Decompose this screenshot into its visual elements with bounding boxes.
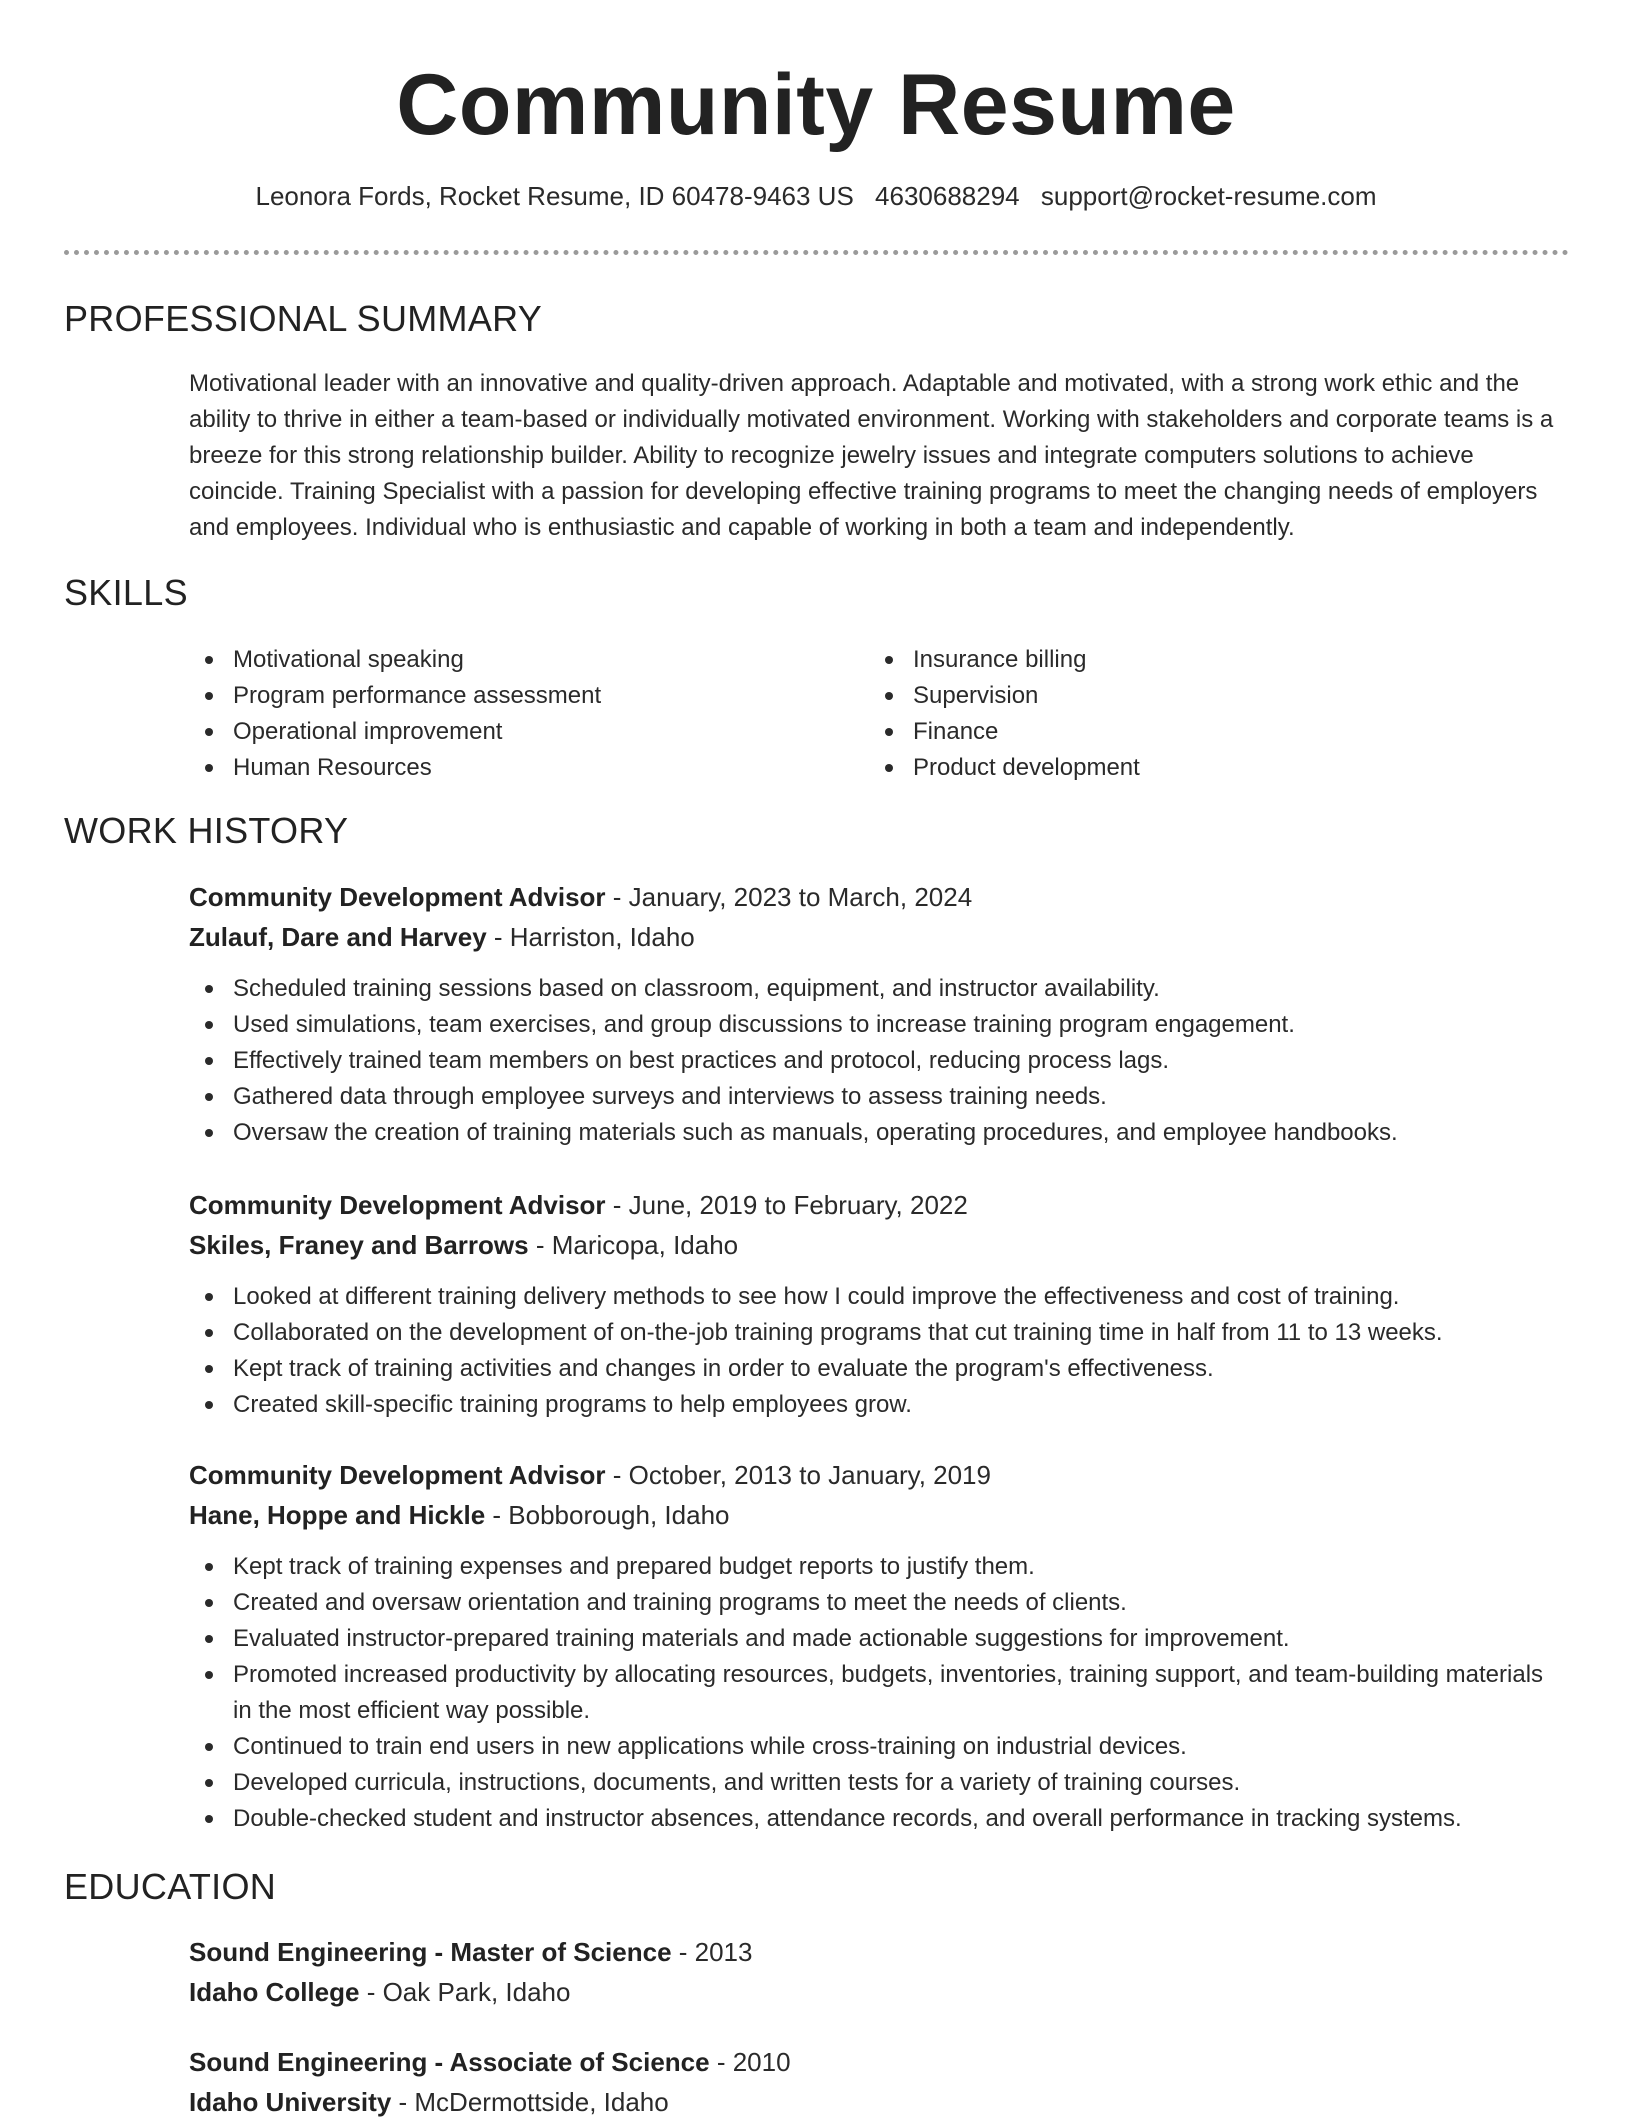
job-bullet: Evaluated instructor-prepared training materials and made actionable suggestions for improvement. (189, 1621, 1559, 1657)
job-bullet: Kept track of training expenses and prepared budget reports to justify them. (189, 1549, 1559, 1585)
job-bullet: Created skill-specific training programs to help employees grow. (189, 1387, 1559, 1423)
job-bullet: Looked at different training delivery methods to see how I could improve the effectiveness and cost of training. (189, 1279, 1559, 1315)
education-degree: Sound Engineering - Associate of Science (189, 2047, 710, 2077)
contact-phone: 4630688294 (875, 181, 1020, 211)
contact-email: support@rocket-resume.com (1040, 181, 1377, 211)
job-company: Zulauf, Dare and Harvey (189, 922, 487, 952)
job-bullets (189, 971, 1559, 1151)
contact-address: Leonora Fords, Rocket Resume, ID 60478-9463 US (255, 181, 854, 211)
job-dates: - June, 2019 to February, 2022 (605, 1190, 968, 1220)
job-bullet: Collaborated on the development of on-the-job training programs that cut training time in half from 11 to 13 weeks. (189, 1315, 1559, 1351)
skill-item: Human Resources (189, 750, 601, 786)
skill-item: Supervision (869, 678, 1140, 714)
education-degree-line (189, 2042, 791, 2082)
education-school-line (189, 2082, 669, 2122)
job-title-line (189, 877, 972, 917)
job-bullet: Effectively trained team members on best practices and protocol, reducing process lags. (189, 1043, 1559, 1079)
job-bullet: Kept track of training activities and changes in order to evaluate the program's effectiveness. (189, 1351, 1559, 1387)
education-school: Idaho University (189, 2087, 392, 2117)
job-bullet: Scheduled training sessions based on classroom, equipment, and instructor availability. (189, 971, 1559, 1007)
job-bullet: Promoted increased productivity by allocating resources, budgets, inventories, training support, and team-building materials in the most efficient way possible. (189, 1657, 1559, 1729)
skill-item: Product development (869, 750, 1140, 786)
job-dates: - October, 2013 to January, 2019 (605, 1460, 991, 1490)
job-company-line (189, 1225, 738, 1265)
job-company-line (189, 917, 695, 957)
education-school-line (189, 1972, 570, 2012)
job-bullet: Created and oversaw orientation and training programs to meet the needs of clients. (189, 1585, 1559, 1621)
skills-list-right (869, 642, 1140, 786)
job-location: - Harriston, Idaho (486, 922, 695, 952)
job-title: Community Development Advisor (189, 1460, 606, 1490)
job-bullet: Continued to train end users in new applications while cross-training on industrial devices. (189, 1729, 1559, 1765)
skill-item: Finance (869, 714, 1140, 750)
education-year: - 2013 (671, 1937, 753, 1967)
summary-text: Motivational leader with an innovative and quality-driven approach. Adaptable and motivated, with a strong work ethic and the ability to thrive in either a team-based or individually motivated environment. Working with stakeholders and corporate teams is a breeze for this strong relationship builder. Ability to recognize jewelry issues and integrate computers solutions to achieve coincide. Training Specialist with a passion for developing effective training programs to meet the changing needs of employers and employees. Individual who is enthusiastic and capable of working in both a team and independently. (189, 370, 1554, 541)
job-bullet: Used simulations, team exercises, and group discussions to increase training program engagement. (189, 1007, 1559, 1043)
education-location: - McDermottside, Idaho (391, 2087, 669, 2117)
education-degree-line (189, 1932, 752, 1972)
job-bullets (189, 1279, 1559, 1423)
job-bullet: Gathered data through employee surveys and interviews to assess training needs. (189, 1079, 1559, 1115)
education-location: - Oak Park, Idaho (359, 1977, 571, 2007)
work-heading: WORK HISTORY (64, 810, 349, 851)
education-heading: EDUCATION (64, 1866, 277, 1907)
job-bullet: Oversaw the creation of training materials such as manuals, operating procedures, and employee handbooks. (189, 1115, 1559, 1151)
job-company: Skiles, Franey and Barrows (189, 1230, 529, 1260)
skill-item: Program performance assessment (189, 678, 601, 714)
education-degree: Sound Engineering - Master of Science (189, 1937, 672, 1967)
job-title: Community Development Advisor (189, 1190, 606, 1220)
job-bullet: Double-checked student and instructor absences, attendance records, and overall performance in tracking systems. (189, 1801, 1559, 1837)
job-company-line (189, 1495, 729, 1535)
job-location: - Maricopa, Idaho (528, 1230, 739, 1260)
skills-list-left (189, 642, 601, 786)
job-dates: - January, 2023 to March, 2024 (605, 882, 973, 912)
job-title-line (189, 1185, 968, 1225)
skill-item: Motivational speaking (189, 642, 601, 678)
job-company: Hane, Hoppe and Hickle (189, 1500, 486, 1530)
skill-item: Operational improvement (189, 714, 601, 750)
header-divider (64, 250, 1569, 255)
contact-line (0, 181, 1632, 212)
job-title-line (189, 1455, 991, 1495)
job-bullets (189, 1549, 1559, 1837)
education-school: Idaho College (189, 1977, 360, 2007)
job-title: Community Development Advisor (189, 882, 606, 912)
job-bullet: Developed curricula, instructions, documents, and written tests for a variety of training courses. (189, 1765, 1559, 1801)
resume-title: Community Resume (396, 57, 1236, 153)
education-year: - 2010 (709, 2047, 791, 2077)
skill-item: Insurance billing (869, 642, 1140, 678)
skills-heading: SKILLS (64, 572, 188, 613)
job-location: - Bobborough, Idaho (485, 1500, 730, 1530)
summary-heading: PROFESSIONAL SUMMARY (64, 298, 543, 339)
